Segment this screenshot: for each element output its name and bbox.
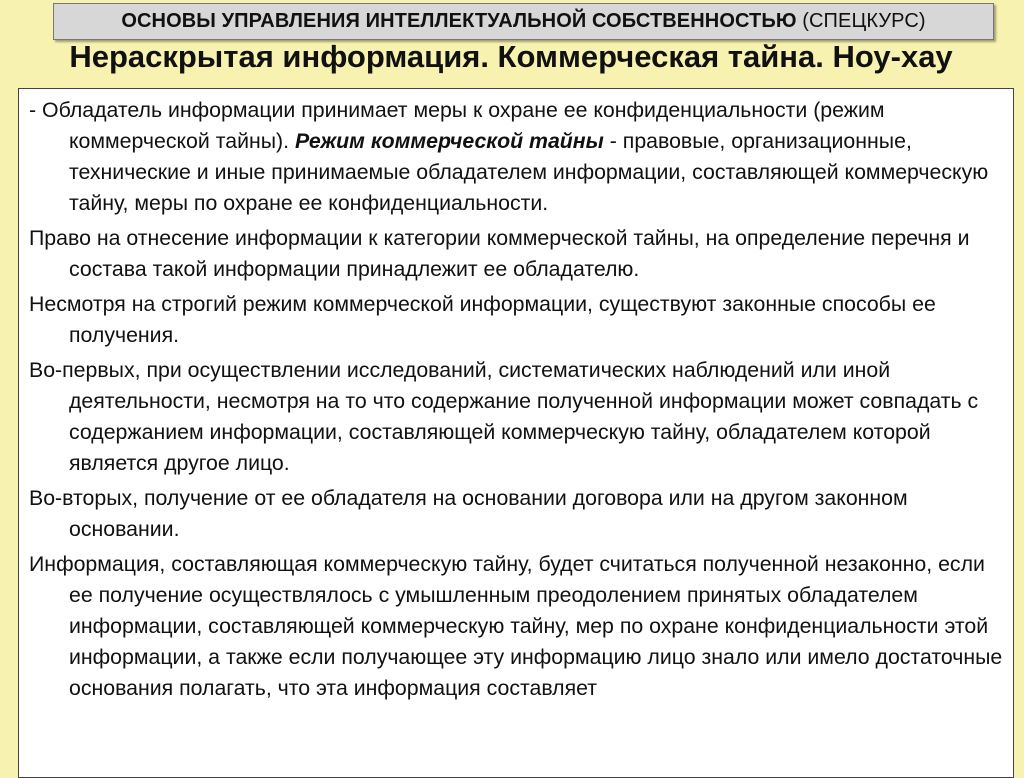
trade-secret-regime-term: Режим коммерческой тайны bbox=[294, 129, 604, 153]
course-title bbox=[121, 10, 925, 33]
paragraph-right-to-classify: Право на отнесение информации к категории коммерческой тайны, на определение перечня и состава такой информации принадлежит ее обладателю. bbox=[29, 226, 970, 281]
course-header bbox=[53, 3, 994, 40]
content-text-box bbox=[18, 88, 1014, 778]
paragraph-second-way: Во-вторых, получение от ее обладателя на основании договора или на другом законном основании. bbox=[29, 486, 908, 541]
paragraph-legal-ways: Несмотря на строгий режим коммерческой информации, существуют законные способы ее получения. bbox=[29, 292, 936, 347]
paragraph-confidentiality-measures bbox=[29, 95, 1003, 219]
course-title-main: ОСНОВЫ УПРАВЛЕНИЯ ИНТЕЛЛЕКТУАЛЬНОЙ СОБСТВЕННОСТЬЮ bbox=[121, 10, 797, 32]
paragraph-1-text-start: - Обладатель информации принимает меры к охране ее конфиденциальности (режим коммерческой тайны). bbox=[29, 98, 885, 153]
paragraph-illegal-obtaining: Информация, составляющая коммерческую тайну, будет считаться полученной незаконно, если ее получение осуществлялось с умышленным преодолением принятых обладателем информации, составляющей коммерческую тайну, мер по охране конфиденциальности этой информации, а также если получающее эту информацию лицо знало или имело достаточные основания полагать, что эта информация составляет bbox=[29, 552, 1003, 700]
paragraph-1-text-end: - правовые, организационные, технические и иные принимаемые обладателем информации, составляющей коммерческую тайну, меры по охране ее конфиденциальности. bbox=[69, 129, 989, 215]
course-title-suffix: (СПЕЦКУРС) bbox=[802, 10, 926, 32]
slide-title: Нераскрытая информация. Коммерческая тайна. Ноу-хау bbox=[69, 39, 953, 74]
paragraph-first-way: Во-первых, при осуществлении исследований, систематических наблюдений или иной деятельности, несмотря на то что содержание полученной информации может совпадать с содержанием информации, составляющей коммерческую тайну, обладателем которой является другое лицо. bbox=[29, 358, 979, 475]
